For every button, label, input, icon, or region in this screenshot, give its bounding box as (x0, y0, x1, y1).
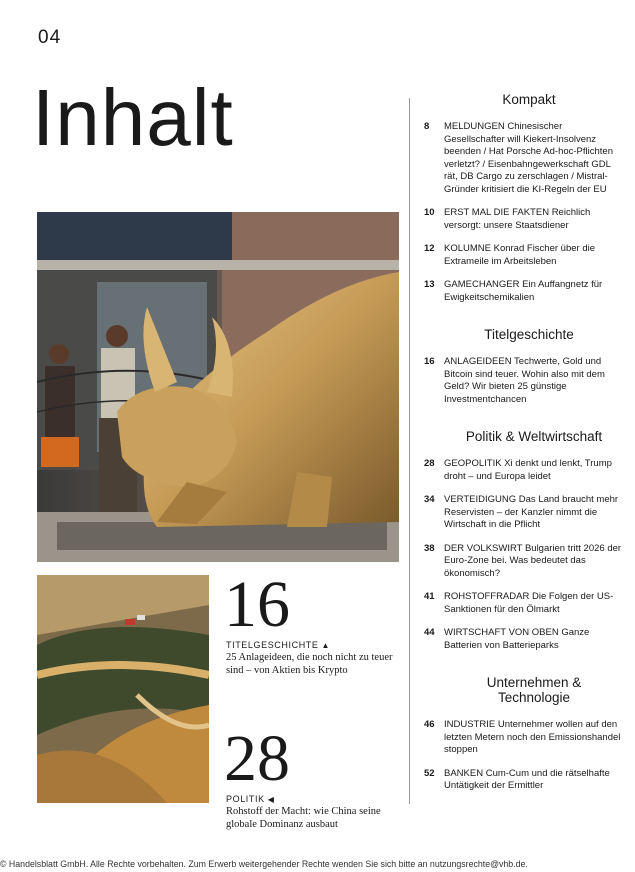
copyright-footer: © Handelsblatt GmbH. Alle Rechte vorbehalten. Zum Erwerb weitergehender Rechte wenden Sie sich bitte an nutzungsrechte@vhb.de. (0, 859, 528, 869)
page-title: Inhalt (32, 73, 234, 162)
section-heading-kompakt: Kompakt (502, 92, 556, 107)
toc-text: VERTEIDIGUNG Das Land braucht mehr Reservisten – der Kanzler nimmt die Wirtschaft in die Pflicht (444, 494, 619, 530)
section-heading-unternehmen-technologie: Unternehmen & Technologie (486, 675, 582, 705)
toc-entry[interactable] (424, 279, 624, 304)
teaser-kicker: TITELGESCHICHTE ▲ (226, 640, 331, 650)
toc-entry[interactable] (424, 719, 624, 757)
teaser-page-number: 28 (224, 722, 290, 795)
toc-text: WIRTSCHAFT VON OBEN Ganze Batterien von Batterieparks (444, 627, 590, 651)
thumbnail-mining-landscape (37, 575, 209, 803)
toc-entry[interactable] (424, 243, 624, 268)
teaser-text: 25 Anlageideen, die noch nicht zu teuer sind – von Aktien bis Krypto (226, 652, 393, 676)
toc-entry[interactable] (424, 768, 624, 793)
toc-page-number: 44 (424, 627, 435, 638)
page-number: 04 (38, 27, 62, 48)
teaser-politik[interactable] (224, 722, 401, 831)
toc-page-number: 13 (424, 279, 435, 290)
toc-page-number: 46 (424, 719, 435, 730)
toc-page-number: 10 (424, 207, 435, 218)
toc-text: KOLUMNE Konrad Fischer über die Extrameile im Arbeitsleben (444, 243, 596, 267)
toc-entry[interactable] (424, 591, 624, 616)
toc-page-number: 16 (424, 356, 435, 367)
triangle-up-icon: ▲ (321, 641, 331, 650)
teaser-kicker: POLITIK ◀ (226, 794, 275, 804)
toc-page-number: 38 (424, 542, 435, 554)
toc-text: ERST MAL DIE FAKTEN Reichlich versorgt: unsere Staatsdiener (444, 207, 591, 231)
section-heading-titelgeschichte: Titelgeschichte (484, 327, 574, 342)
toc-entry[interactable] (424, 121, 624, 196)
toc-text: INDUSTRIE Unternehmer wollen auf den letzten Metern noch den Emissionshandel stoppen (444, 719, 621, 755)
toc-entry[interactable] (424, 494, 624, 532)
section-heading-politik-weltwirtschaft: Politik & Weltwirtschaft (465, 429, 603, 444)
toc-page-number: 28 (424, 458, 435, 469)
table-of-contents (424, 92, 624, 804)
toc-text: MELDUNGEN Chinesischer Gesellschafter will Kiekert-Insolvenz beenden / Hat Porsche Ad-hoc-Pflichten verletzt? / Eisenbahngewerkschaft GDL rät, DB Cargo zu zerschlagen / Mistral-Gründer kritisiert die KI-Regeln der EU (444, 121, 613, 195)
toc-text: ANLAGEIDEEN Techwerte, Gold und Bitcoin sind teuer. Wohin also mit dem Geld? Wir bieten 25 günstige Investmentchancen (444, 356, 605, 405)
toc-page-number: 41 (424, 591, 435, 602)
column-divider (409, 98, 410, 804)
toc-text: GAMECHANGER Ein Auffangnetz für Ewigkeitschemikalien (444, 279, 603, 303)
toc-page-number: 12 (424, 243, 435, 254)
triangle-left-icon: ◀ (267, 795, 275, 804)
hero-photo-bull-statue (37, 212, 399, 562)
toc-entry[interactable] (424, 207, 624, 232)
toc-text: BANKEN Cum-Cum und die rätselhafte Untätigkeit der Ermittler (444, 767, 610, 791)
toc-page-number: 8 (424, 121, 430, 132)
teaser-page-number: 16 (224, 568, 290, 641)
toc-entry[interactable] (424, 627, 624, 652)
toc-page-number: 52 (424, 767, 435, 779)
teaser-titelgeschichte[interactable] (224, 568, 401, 677)
toc-entry[interactable] (424, 543, 624, 581)
toc-entry[interactable] (424, 458, 624, 483)
toc-text: ROHSTOFFRADAR Die Folgen der US-Sanktionen für den Ölmarkt (444, 591, 614, 615)
toc-entry[interactable] (424, 356, 624, 406)
toc-text: DER VOLKSWIRT Bulgarien tritt 2026 der Euro-Zone bei. Was bedeutet das ökonomisch? (444, 542, 622, 579)
teaser-text: Rohstoff der Macht: wie China seine globale Dominanz ausbaut (226, 806, 381, 830)
toc-text: GEOPOLITIK Xi denkt und lenkt, Trump droht – und Europa leidet (444, 458, 612, 482)
toc-page-number: 34 (424, 494, 435, 505)
